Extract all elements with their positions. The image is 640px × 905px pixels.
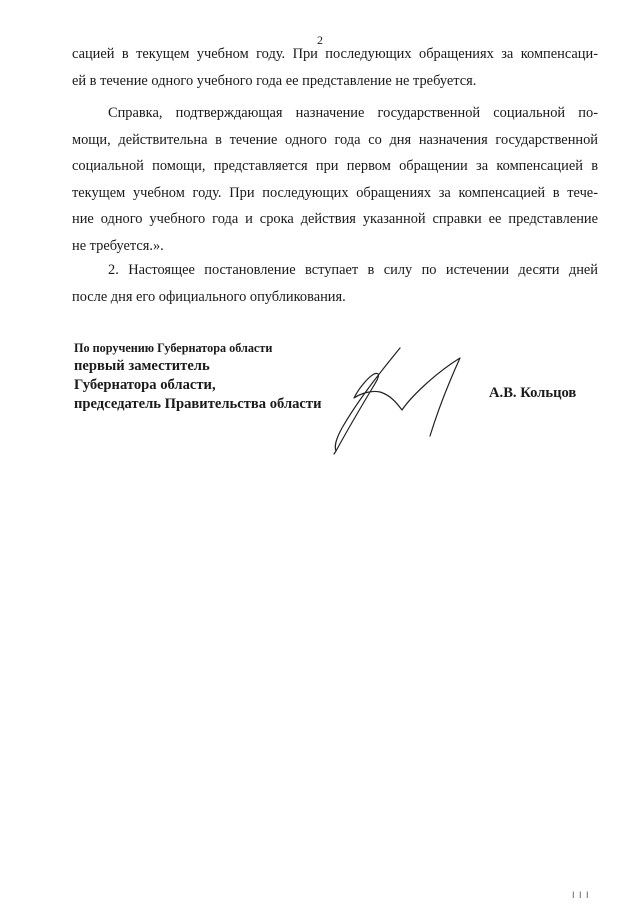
signer-title-line: председатель Правительства области	[74, 396, 322, 412]
text-line: ние одного учебного года и срока действия указанной справки ее представление	[72, 211, 598, 227]
signer-title-line: первый заместитель	[74, 358, 210, 374]
by-order-line: По поручению Губернатора области	[74, 341, 273, 355]
paragraph-effective-date	[72, 257, 598, 310]
text-line: сацией в текущем учебном году. При последующих обращениях за компенсаци-	[72, 46, 598, 62]
text-line: не требуется.».	[72, 237, 164, 254]
paragraph-continuation	[72, 41, 598, 94]
text-line: после дня его официального опубликования.	[72, 288, 346, 305]
text-line: мощи, действительна в течение одного года со дня назначения государственной	[72, 131, 598, 148]
page-number: 2	[317, 33, 323, 47]
corner-mark: I I I	[572, 890, 590, 900]
paragraph-certificate	[72, 100, 598, 259]
text-line: 2. Настоящее постановление вступает в силу по истечении десяти дней	[108, 262, 598, 278]
handwritten-signature	[330, 340, 480, 455]
text-line: Справка, подтверждающая назначение государственной социальной по-	[108, 105, 598, 121]
text-line: социальной помощи, представляется при первом обращении за компенсацией в	[72, 158, 598, 174]
text-line: текущем учебном году. При последующих обращениях за компенсацией в тече-	[72, 184, 598, 201]
signer-name: А.В. Кольцов	[489, 385, 577, 401]
signature-block	[74, 339, 354, 414]
signer-title-line: Губернатора области,	[74, 377, 216, 393]
text-line: ей в течение одного учебного года ее представление не требуется.	[72, 72, 477, 89]
